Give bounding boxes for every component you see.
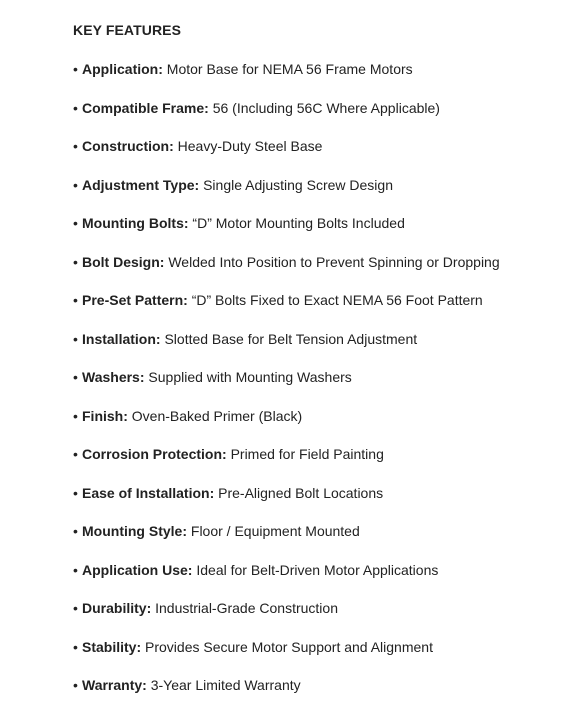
feature-label: Installation:: [82, 330, 161, 347]
feature-item: [73, 484, 573, 502]
feature-label: Stability:: [82, 638, 142, 655]
bullet-icon: •: [73, 407, 78, 424]
feature-label: Finish:: [82, 407, 128, 424]
feature-value: Welded Into Position to Prevent Spinning or Dropping: [168, 253, 500, 270]
feature-item: [73, 445, 573, 463]
bullet-icon: •: [73, 215, 78, 231]
bullet-icon: •: [73, 600, 78, 616]
feature-label: Durability:: [82, 600, 152, 616]
feature-label: Ease of Installation:: [82, 484, 215, 501]
bullet-icon: •: [73, 292, 78, 308]
feature-item: [73, 561, 573, 579]
feature-label: Compatible Frame:: [82, 99, 209, 116]
feature-label: Warranty:: [82, 677, 147, 693]
feature-item: [73, 599, 573, 617]
feature-value: Single Adjusting Screw Design: [203, 176, 393, 193]
feature-label: Bolt Design:: [82, 253, 165, 270]
feature-label: Washers:: [82, 369, 145, 385]
feature-value: Primed for Field Painting: [230, 446, 384, 462]
feature-item: [73, 676, 573, 694]
feature-value: 3-Year Limited Warranty: [150, 677, 301, 693]
feature-label: Pre-Set Pattern:: [82, 292, 188, 308]
feature-label: Mounting Bolts:: [82, 215, 189, 231]
feature-label: Application:: [82, 61, 163, 77]
feature-value: 56 (Including 56C Where Applicable): [212, 99, 440, 116]
bullet-icon: •: [73, 176, 78, 193]
feature-item: [73, 253, 573, 271]
feature-value: “D” Bolts Fixed to Exact NEMA 56 Foot Pattern: [191, 292, 483, 308]
feature-item: [73, 407, 573, 425]
bullet-icon: •: [73, 138, 78, 154]
bullet-icon: •: [73, 330, 78, 347]
feature-value: Oven-Baked Primer (Black): [131, 407, 303, 424]
feature-item: [73, 137, 573, 155]
bullet-icon: •: [73, 446, 78, 462]
feature-value: Slotted Base for Belt Tension Adjustment: [164, 330, 418, 347]
bullet-icon: •: [73, 561, 78, 578]
feature-label: Adjustment Type:: [82, 176, 200, 193]
feature-label: Application Use:: [82, 561, 193, 578]
feature-item: [73, 99, 573, 117]
feature-item: [73, 60, 573, 78]
feature-value: Motor Base for NEMA 56 Frame Motors: [166, 61, 413, 77]
bullet-icon: •: [73, 484, 78, 501]
feature-value: Heavy-Duty Steel Base: [177, 138, 323, 154]
feature-value: Supplied with Mounting Washers: [148, 369, 352, 385]
bullet-icon: •: [73, 99, 78, 116]
feature-value: Ideal for Belt-Driven Motor Applications: [196, 561, 439, 578]
feature-label: Mounting Style:: [82, 523, 187, 539]
feature-value: Pre-Aligned Bolt Locations: [218, 484, 384, 501]
feature-label: Construction:: [82, 138, 174, 154]
feature-value: Industrial-Grade Construction: [155, 600, 338, 616]
feature-value: Provides Secure Motor Support and Alignment: [145, 638, 433, 655]
feature-item: [73, 214, 573, 232]
feature-item: [73, 330, 573, 348]
feature-value: Floor / Equipment Mounted: [190, 523, 360, 539]
bullet-icon: •: [73, 61, 78, 77]
feature-item: [73, 176, 573, 194]
feature-value: “D” Motor Mounting Bolts Included: [192, 215, 405, 231]
feature-label: Corrosion Protection:: [82, 446, 227, 462]
feature-list: [73, 60, 573, 694]
feature-item: [73, 291, 573, 309]
feature-item: [73, 368, 573, 386]
bullet-icon: •: [73, 523, 78, 539]
bullet-icon: •: [73, 638, 78, 655]
section-title: KEY FEATURES: [73, 22, 182, 38]
bullet-icon: •: [73, 253, 78, 270]
bullet-icon: •: [73, 369, 78, 385]
feature-item: [73, 522, 573, 540]
bullet-icon: •: [73, 677, 78, 693]
feature-item: [73, 638, 573, 656]
